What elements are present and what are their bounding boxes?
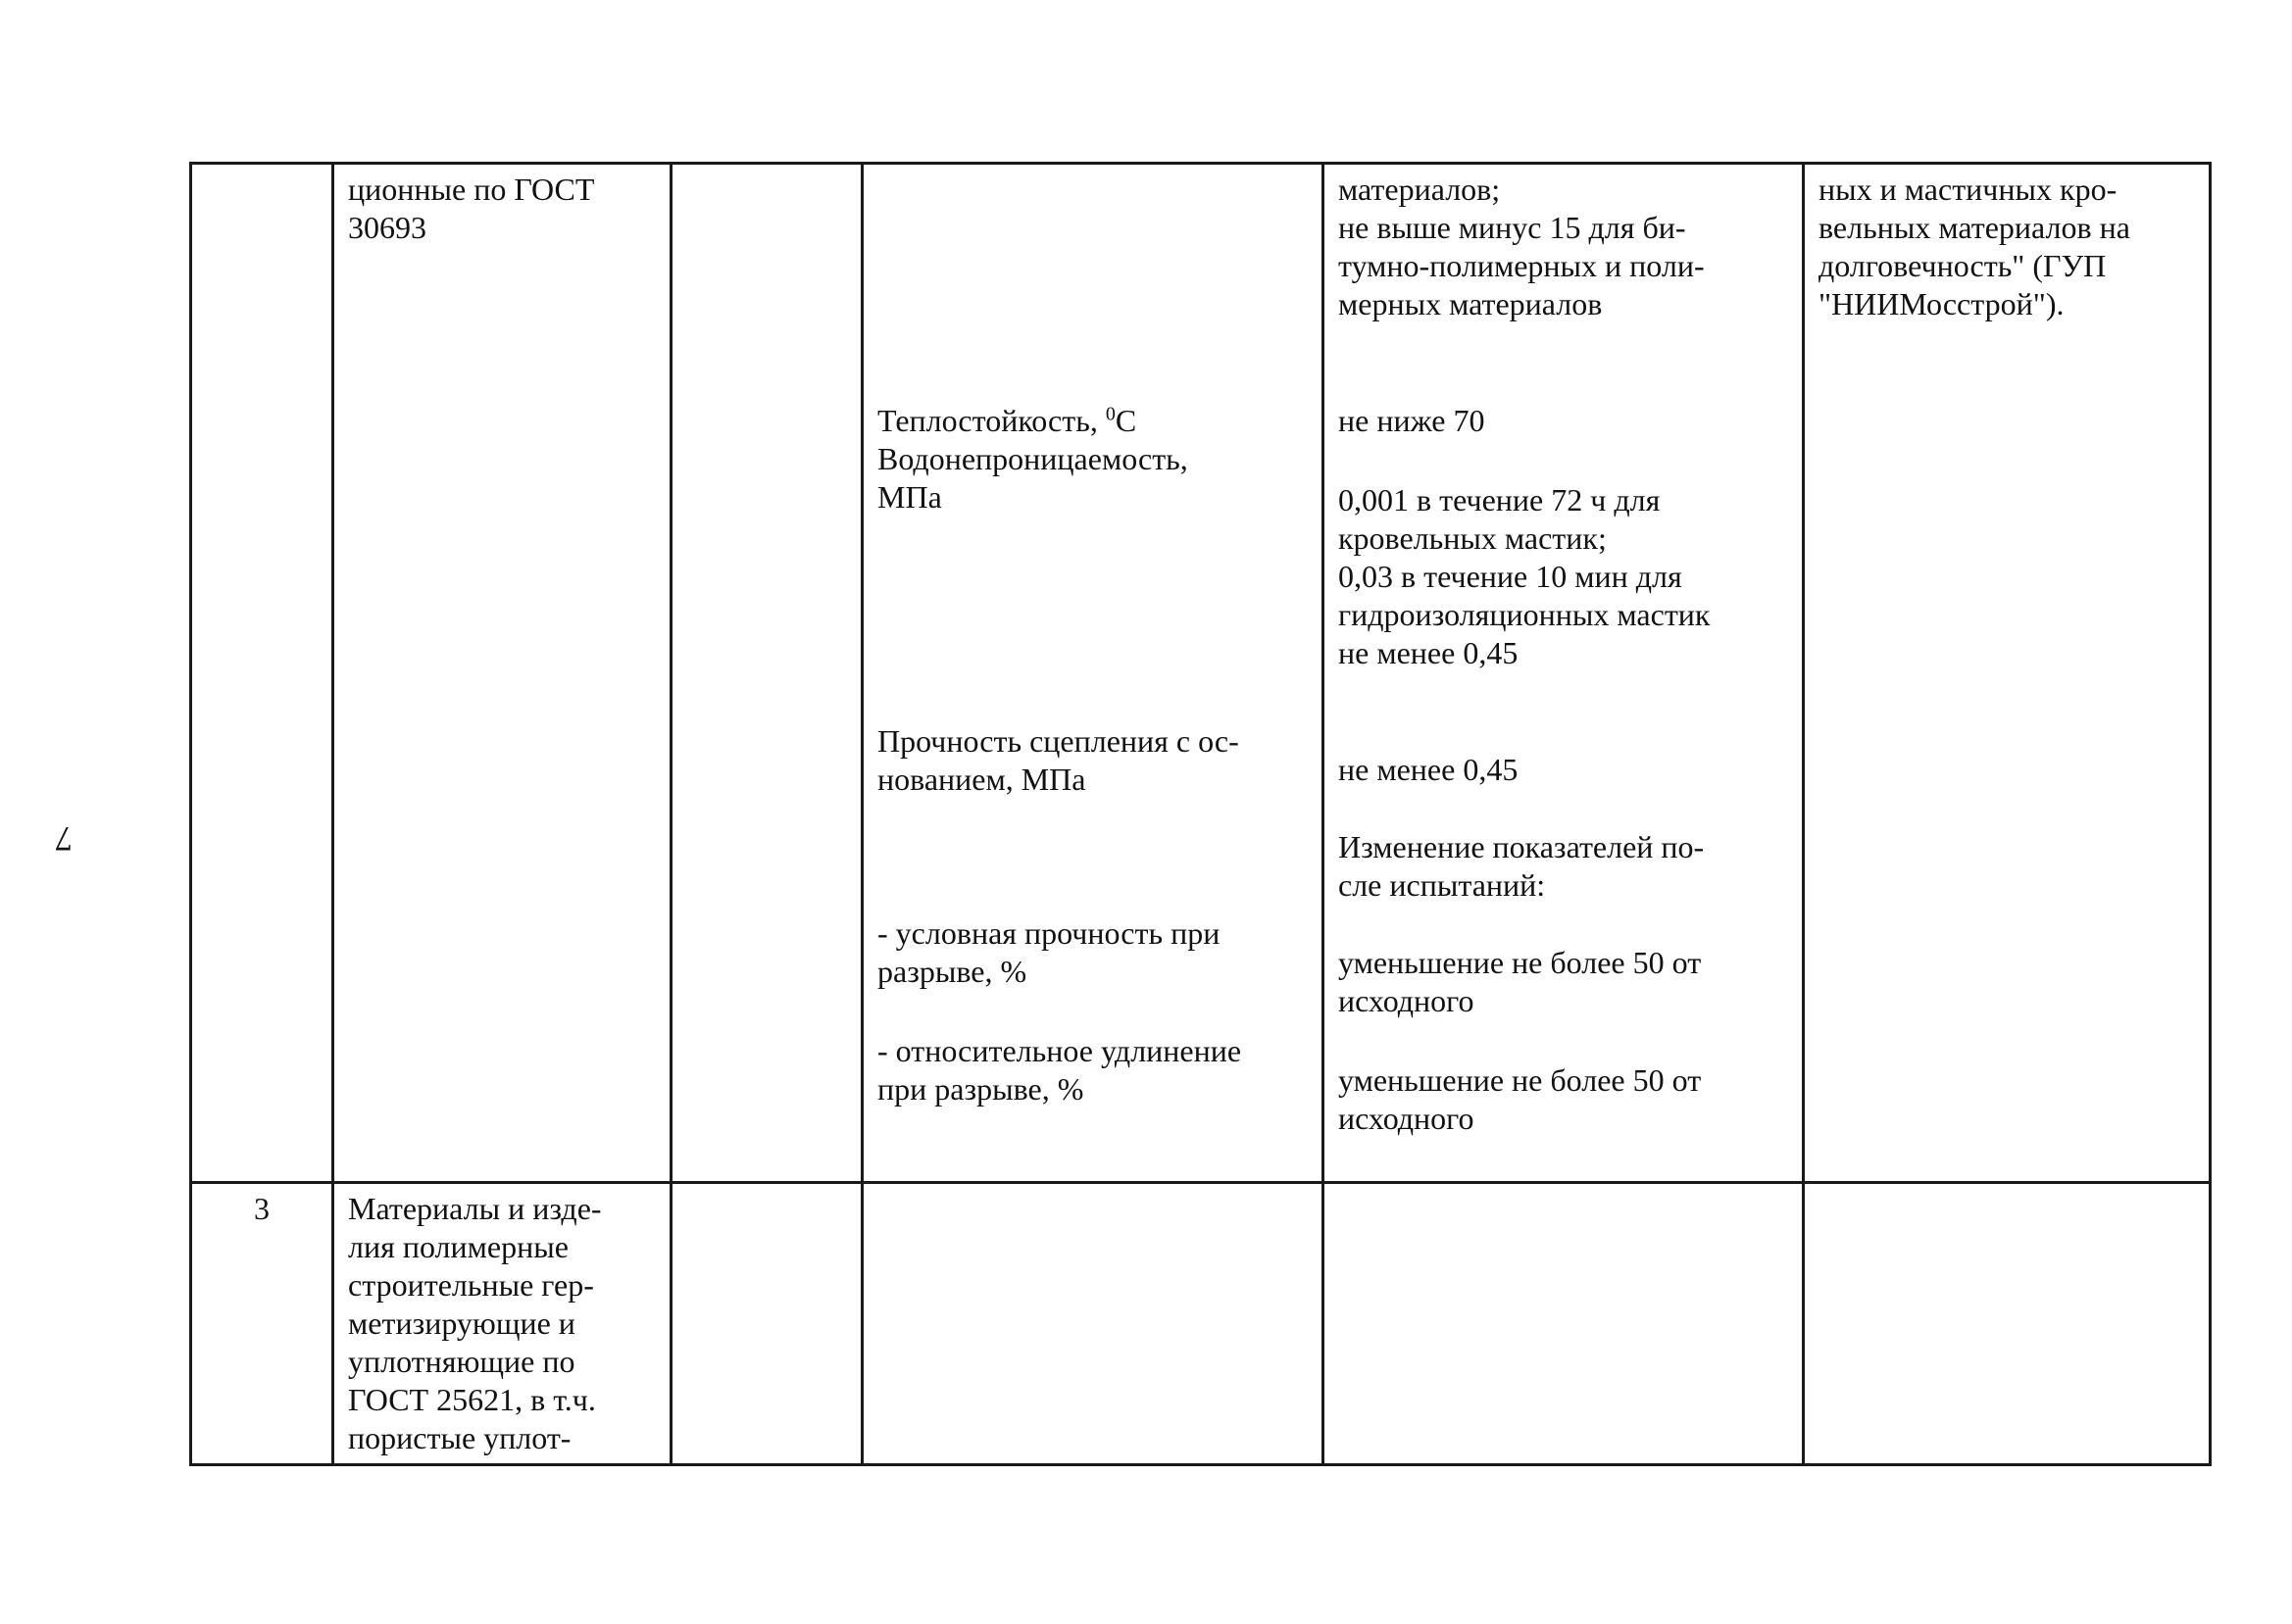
value-heat-resistance: не ниже 70 [1338,403,1485,438]
value-water-resistance: 0,001 в течение 72 ч для кровельных мастик; 0,03 в течение 10 мин для гидроизоляционных мастик не менее 0,45 [1338,482,1711,670]
cell-test-method [1804,1183,2211,1465]
property-adhesion-strength: Прочность сцепления с ос- нованием, МПа [877,723,1239,797]
value-tensile-strength: уменьшение не более 50 от исходного [1338,945,1702,1018]
test-method-text: ных и мастичных кро- вельных материалов на долговечность" (ГУП "НИИМосстрой"). [1819,172,2130,321]
cell-empty [672,164,863,1183]
property-elongation: - относительное удлинение при разрыве, % [877,1033,1242,1107]
property-tensile-strength: - условная прочность при разрыве, % [877,915,1221,989]
table-row [191,1183,2211,1465]
cell-material-name [333,1183,672,1465]
cell-number [191,1183,333,1465]
row-number: 3 [254,1191,270,1226]
value-aging-header: Изменение показателей по- сле испытаний: [1338,829,1705,903]
material-name-text: Материалы и изде- лия полимерные строительные гер- метизирующие и уплотняющие по ГОСТ 25621, в т.ч. пористые уплот- [348,1191,602,1455]
cell-test-method [1804,164,2211,1183]
cell-values [1323,164,1804,1183]
value-adhesion-strength: не менее 0,45 [1338,752,1519,787]
property-water-resistance: Водонепроницаемость, МПа [877,441,1188,515]
cell-material-name [333,164,672,1183]
value-low-temp-flexibility: материалов; не выше минус 15 для би- тумно-полимерных и поли- мерных материалов [1338,172,1705,321]
property-heat-resistance: Теплостойкость, $^0$C [877,403,1137,438]
page-number: 7 [55,819,73,859]
specification-table [189,162,2212,1466]
cell-values [1323,1183,1804,1465]
cell-properties [863,1183,1323,1465]
cell-empty [672,1183,863,1465]
cell-number [191,164,333,1183]
cell-properties [863,164,1323,1183]
material-name-text: ционные по ГОСТ 30693 [348,172,595,245]
value-elongation: уменьшение не более 50 от исходного [1338,1062,1702,1136]
table-row [191,164,2211,1183]
